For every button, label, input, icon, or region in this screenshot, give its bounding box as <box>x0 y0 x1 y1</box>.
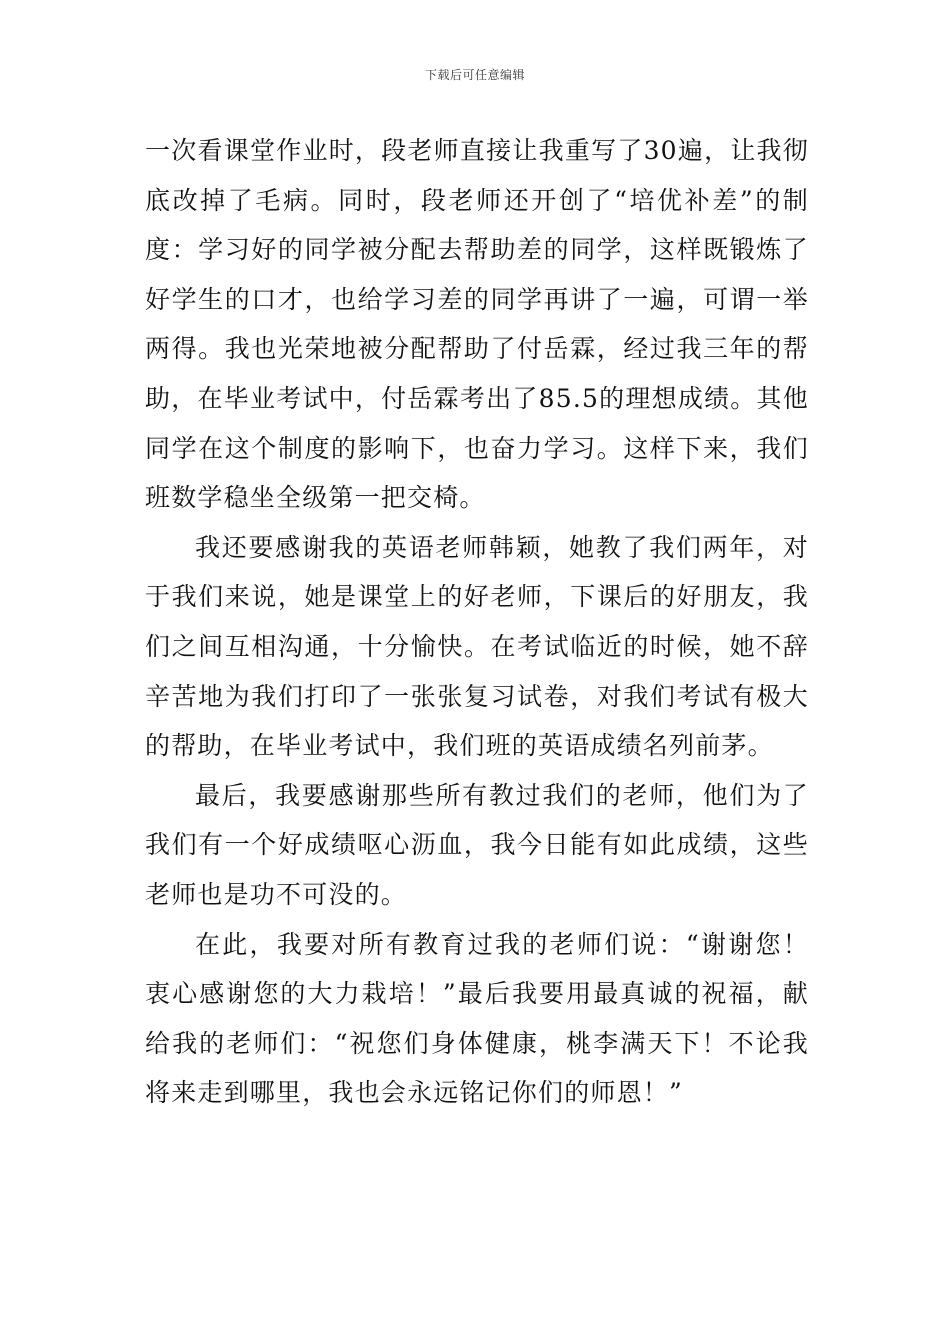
paragraph-english-teacher: 我还要感谢我的英语老师韩颖，她教了我们两年，对于我们来说，她是课堂上的好老师，下课后的好朋友，我们之间互相沟通，十分愉快。在考试临近的时候，她不辞辛苦地为我们打印了一张张复习试卷，对我们考试有极大的帮助，在毕业考试中，我们班的英语成绩名列前茅。 <box>145 532 809 761</box>
paragraph-math-teacher: 一次看课堂作业时，段老师直接让我重写了30遍，让我彻底改掉了毛病。同时，段老师还开创了“培优补差”的制度：学习好的同学被分配去帮助差的同学，这样既锻炼了好学生的口才，也给学习差的同学再讲了一遍，可谓一举两得。我也光荣地被分配帮助了付岳霖，经过我三年的帮助，在毕业考试中，付岳霖考出了85.5的理想成绩。其他同学在这个制度的影响下，也奋力学习。这样下来，我们班数学稳坐全级第一把交椅。 <box>145 136 809 513</box>
paragraph-closing-thanks: 在此，我要对所有教育过我的老师们说：“谢谢您！衷心感谢您的大力栽培！”最后我要用最真诚的祝福，献给我的老师们：“祝您们身体健康，桃李满天下！不论我将来走到哪里，我也会永远铭记你们的师恩！” <box>145 929 809 1108</box>
body-text <box>145 126 809 1118</box>
paragraph-all-teachers: 最后，我要感谢那些所有教过我们的老师，他们为了我们有一个好成绩呕心沥血，我今日能有如此成绩，这些老师也是功不可没的。 <box>145 780 809 909</box>
page-header: 下载后可任意编辑 <box>424 68 525 82</box>
